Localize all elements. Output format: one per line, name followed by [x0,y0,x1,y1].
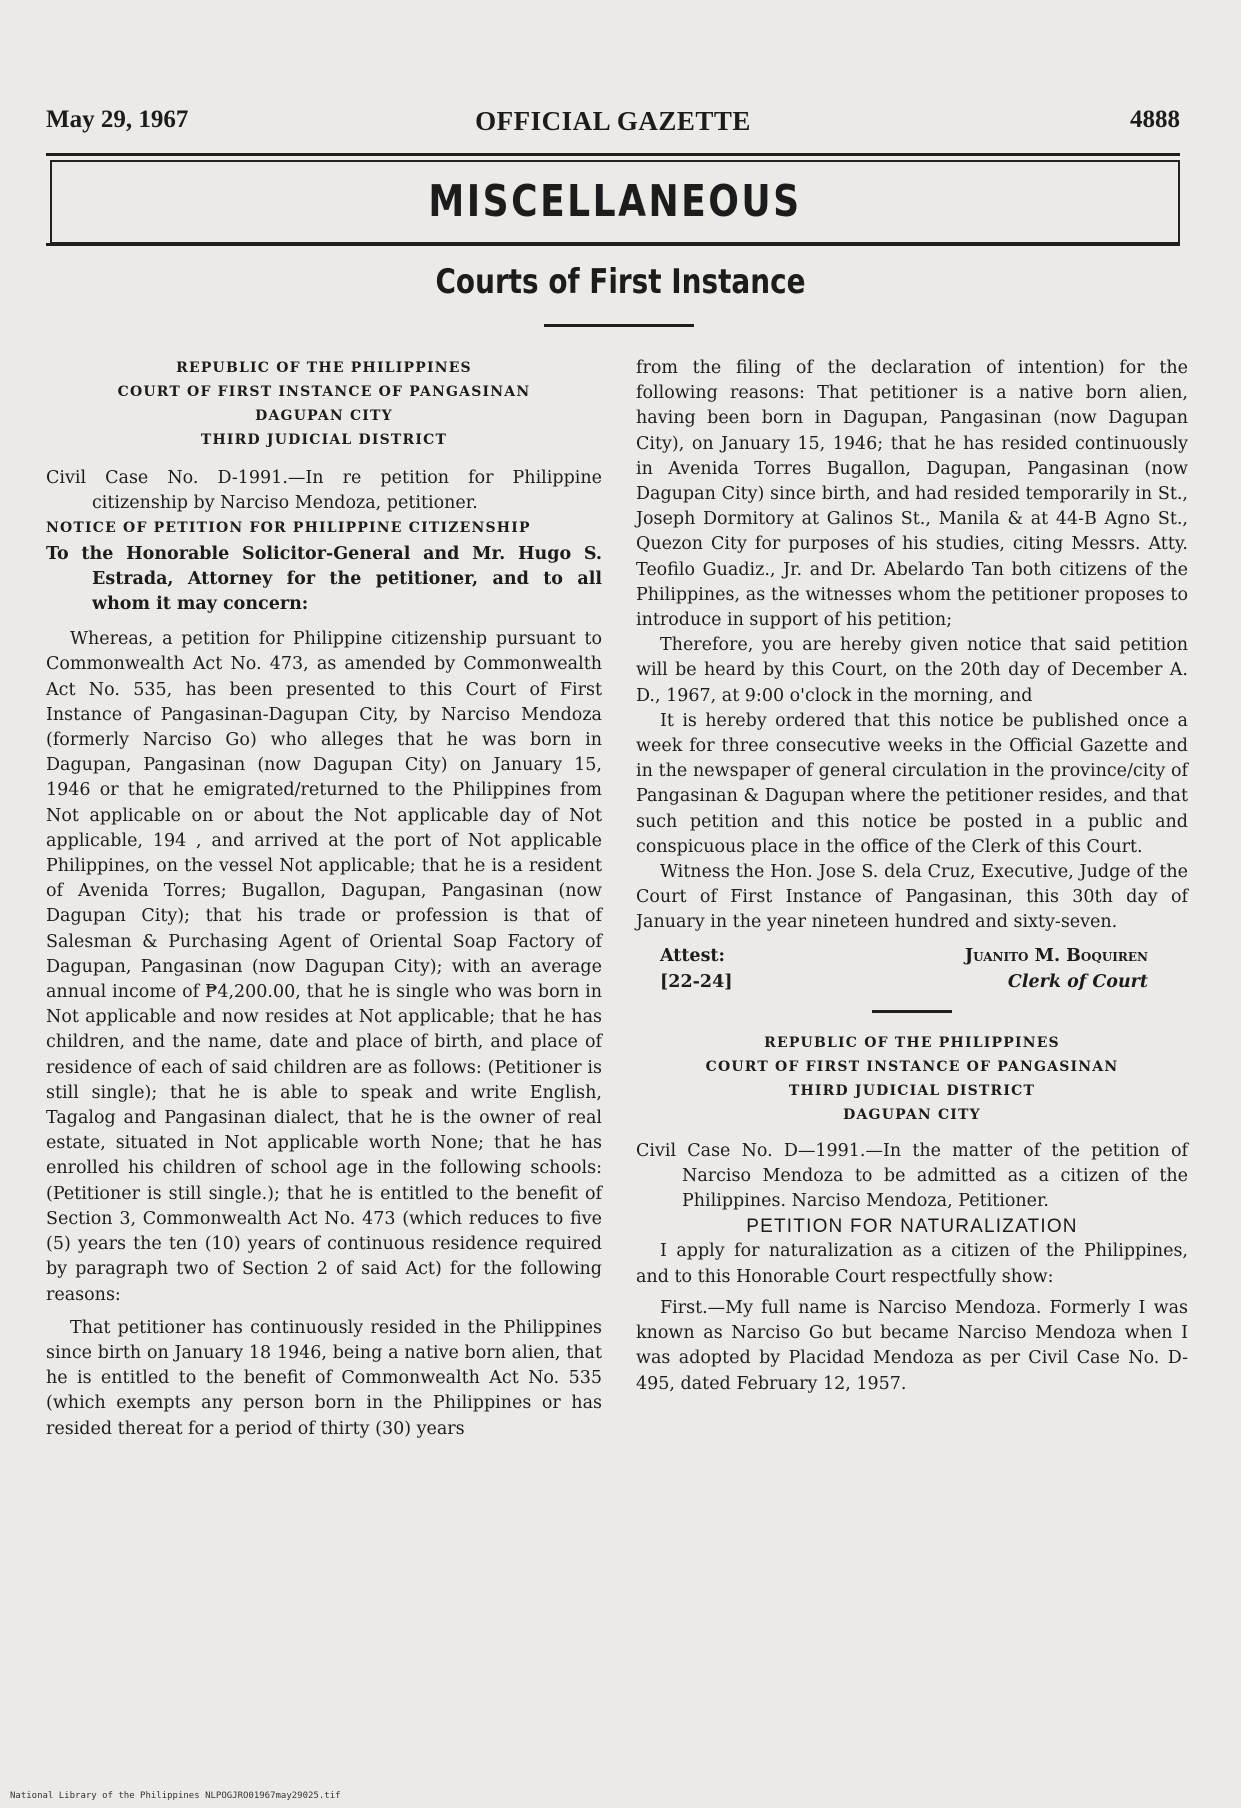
section-box [50,160,1180,244]
addressee: To the Honorable Solicitor-General and Mr. Hugo S. Estrada, Attorney for the petitioner, and to all whom it may concern: [46,543,602,615]
attest-label: Attest: [660,945,725,966]
body-paragraph: First.—My full name is Narciso Mendoza. Formerly I was known as Narciso Go but became Narciso Mendoza when I was adopted by Placidad Mendoza as per Civil Case No. D-495, dated February 12, 1957. [636,1297,1188,1394]
body-paragraph: That petitioner has continuously resided in the Philippines since birth on January 18 1946, being a native born alien, that he is entitled to the benefit of Commonwealth Act No. 535 (which exempts any person born in the Philippines or has resided thereat for a period of thirty (30) years [46,1317,602,1439]
court-caption-line: COURT OF FIRST INSTANCE OF PANGASINAN [705,1058,1119,1075]
court-caption-line: THIRD JUDICIAL DISTRICT [200,432,448,448]
body-paragraph: from the filing of the declaration of intention) for the following reasons: That petitioner is a native born alien, having been born in Dagupan, Pangasinan (now Dagupan City), on January 15, 1946; that he has resided continuously in Avenida Torres Bugallon, Dagupan, Pangasinan (now Dagupan City) since birth, and had resided temporarily in St., Joseph Dormitory at Galinos St., Manila & at 44-B Agno St., Quezon City for purposes of his studies, citing Messrs. Atty. Teofilo Guadiz., Jr. and Dr. Abelardo Tan both citizens of the Philippines, as the witnesses whom the petitioner proposes to introduce in support of his petition; [636,358,1188,631]
notice-title: NOTICE OF PETITION FOR PHILIPPINE CITIZENSHIP [46,520,531,537]
publication-title: OFFICIAL GAZETTE [475,106,751,136]
issue-reference: [22-24] [660,971,733,992]
court-caption-line: THIRD JUDICIAL DISTRICT [788,1082,1036,1099]
separator-rule [872,1010,952,1013]
case-title: Civil Case No. D—1991.—In the matter of the petition of Narciso Mendoza to be admitted as a citizen of the Philippines. Narciso Mendoza, Petitioner. [636,1140,1188,1212]
right-column [636,356,1188,1397]
section-title: MISCELLANEOUS [428,176,802,227]
signature-block [636,944,1188,1000]
signer-name: Juanito M. Boquiren [964,945,1148,966]
page-number: 4888 [1130,106,1180,133]
body-paragraph: I apply for naturalization as a citizen of the Philippines, and to this Honorable Court respectfully show: [636,1241,1188,1287]
section-box-rule [46,243,1180,246]
court-caption-line: DAGUPAN CITY [255,408,393,424]
header-rule [46,153,1180,156]
body-paragraph: It is hereby ordered that this notice be published once a week for three consecutive weeks in the Official Gazette and in the newspaper of general circulation in the province/city of Pangasinan & Dagupan where the petitioner resides, and that such petition and this notice be posted in a public and conspicuous place in the office of the Clerk of this Court. [636,710,1188,857]
signer-title: Clerk of Court [1007,971,1148,992]
issue-date: May 29, 1967 [46,106,189,133]
court-caption-line: REPUBLIC OF THE PHILIPPINES [176,360,472,376]
running-header [46,106,1180,140]
body-paragraph: Whereas, a petition for Philippine citizenship pursuant to Commonwealth Act No. 473, as amended by Commonwealth Act No. 535, has been presented to this Court of First Instance of Pangasinan-Dagupan City, by Narciso Mendoza (formerly Narciso Go) who alleges that he was born in Dagupan, Pangasinan (now Dagupan City) on January 15, 1946 or that he emigrated/returned to the Philippines from Not applicable on or about the Not applicable day of Not applicable, 194 , and arrived at the port of Not applicable Philippines, on the vessel Not applicable; that he is a resident of Avenida Torres; Bugallon, Dagupan, Pangasinan (now Dagupan City); that his trade or profession is that of Salesman & Purchasing Agent of Oriental Soap Factory of Dagupan, Pangasinan (now Dagupan City); with an average annual income of ₱4,200.00, that he is single who was born in Not applicable and now resides at Not applicable; that he has children, and the name, date and place of birth, and place of residence of each of said children are as follows: (Petitioner is still single); that he is able to speak and write English, Tagalog and Pangasinan dialect, that he is the owner of real estate, situated in Not applicable worth None; that he has enrolled his children of school age in the following schools: (Petitioner is still single.); that he is entitled to the benefit of Section 3, Commonwealth Act No. 473 (which reduces to five (5) years the ten (10) years of continuous residence required by paragraph two of Section 2 of said Act) for the following reasons: [46,629,602,1305]
body-paragraph: Witness the Hon. Jose S. dela Cruz, Executive, Judge of the Court of First Instance of Pangasinan, this 30th day of January in the year nineteen hundred and sixty-seven. [636,862,1188,933]
subsection-title: Courts of First Instance [435,262,806,302]
case-title: Civil Case No. D-1991.—In re petition for Philippine citizenship by Narciso Mendoza, petitioner. [46,468,602,514]
scan-footer: National Library of the Philippines NLPOGJRO01967may29025.tif [10,1791,341,1801]
body-paragraph: Therefore, you are hereby given notice that said petition will be heard by this Court, on the 20th day of December A. D., 1967, at 9:00 o'clock in the morning, and [636,635,1188,706]
court-caption-line: REPUBLIC OF THE PHILIPPINES [764,1034,1060,1051]
petition-heading: PETITION FOR NATURALIZATION [746,1216,1078,1238]
court-caption-line: COURT OF FIRST INSTANCE OF PANGASINAN [117,384,531,400]
left-column [46,356,602,1442]
court-caption-line: DAGUPAN CITY [843,1106,981,1123]
title-underline [544,324,694,327]
